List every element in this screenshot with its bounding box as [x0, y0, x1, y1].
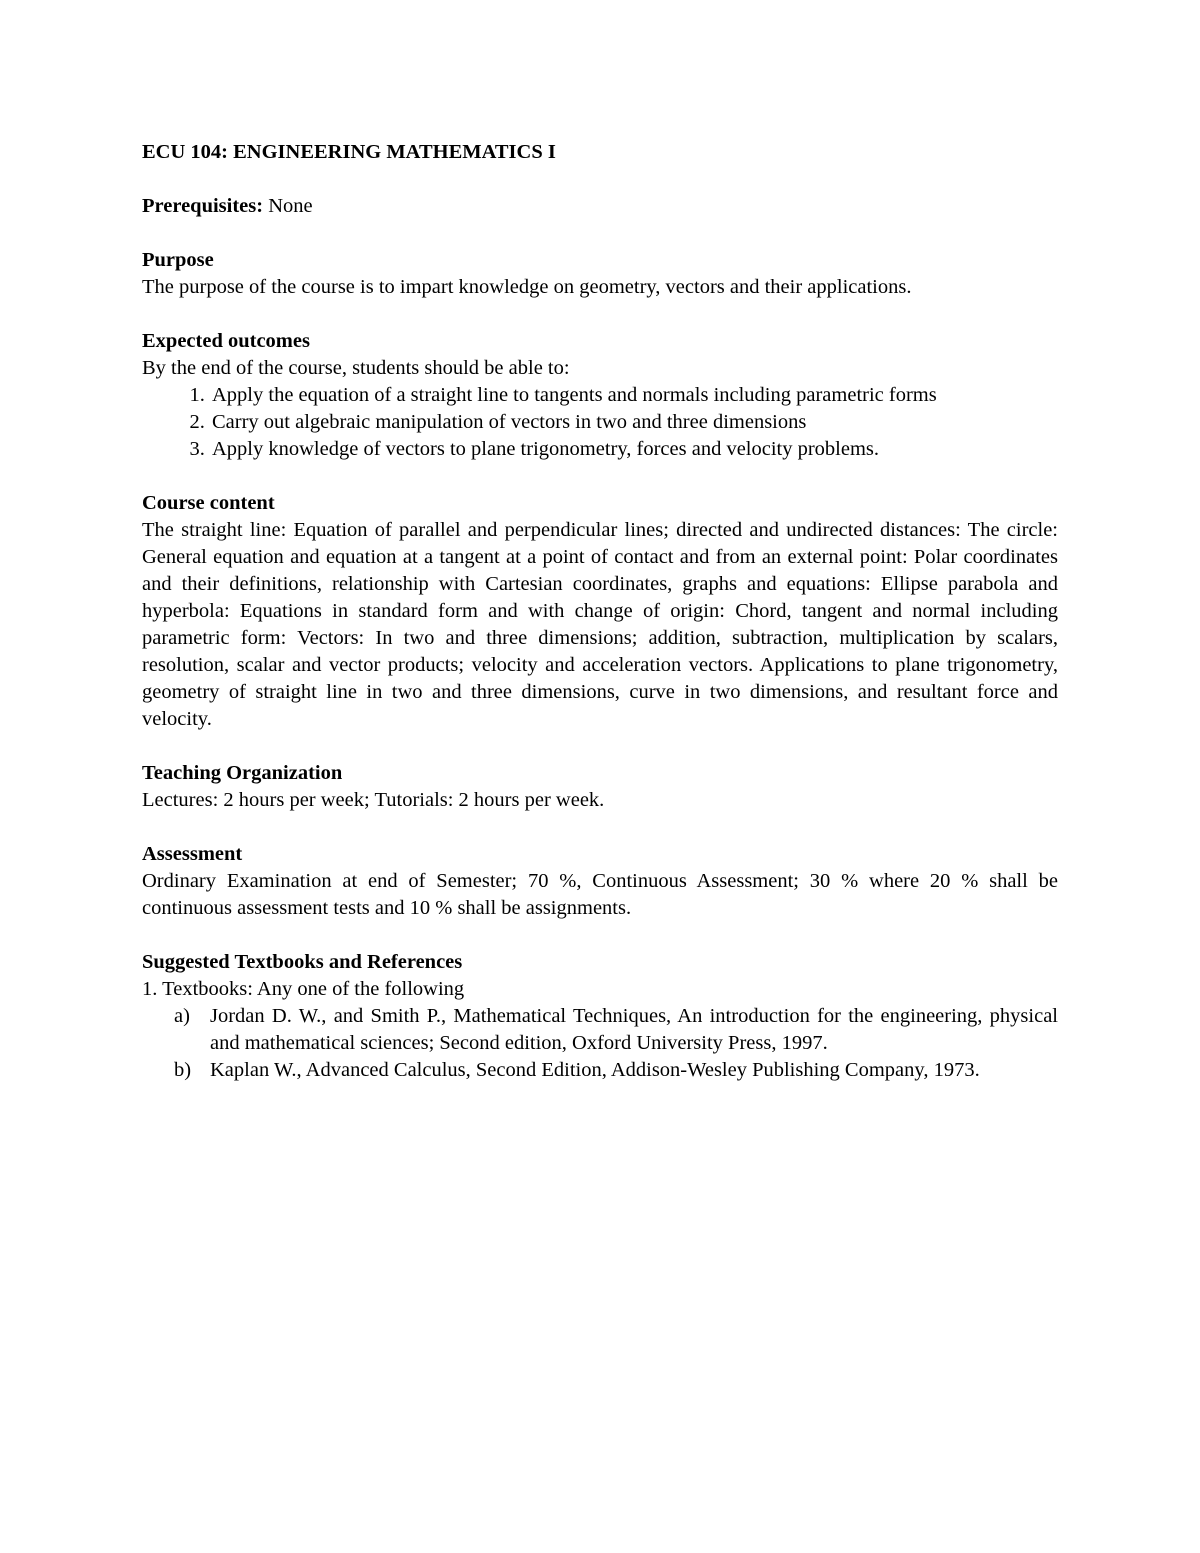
reference-text: Kaplan W., Advanced Calculus, Second Edition, Addison-Wesley Publishing Company, 1973. — [210, 1059, 980, 1081]
outcome-item: 3. Apply knowledge of vectors to plane trigonometry, forces and velocity problems. — [210, 436, 1058, 463]
assessment-text: Ordinary Examination at end of Semester; 70 %, Continuous Assessment; 30 % where 20 % shall be continuous assessment tests and 10 % shall be assignments. — [142, 870, 1058, 919]
reference-marker: a) — [174, 1005, 190, 1027]
outcomes-intro: By the end of the course, students should be able to: — [142, 357, 570, 379]
outcomes-list — [142, 382, 1058, 463]
course-title: ECU 104: ENGINEERING MATHEMATICS I — [142, 141, 556, 163]
references-intro: 1. Textbooks: Any one of the following — [142, 978, 465, 1000]
references-heading: Suggested Textbooks and References — [142, 951, 463, 973]
outcome-item: 1. Apply the equation of a straight line to tangents and normals including parametric forms — [210, 382, 1058, 409]
purpose-text: The purpose of the course is to impart knowledge on geometry, vectors and their applications. — [142, 276, 912, 298]
prerequisites — [142, 193, 1058, 220]
outcome-item: 2. Carry out algebraic manipulation of vectors in two and three dimensions — [210, 409, 1058, 436]
assessment-heading: Assessment — [142, 843, 243, 865]
purpose-heading: Purpose — [142, 249, 214, 271]
content-text: The straight line: Equation of parallel and perpendicular lines; directed and undirected distances: The circle: General equation and equation at a tangent at a point of contact and from an external point: Polar coordinates and their definitions, relationship with Cartesian coordinates, graphs and equations: Ellipse parabola and hyperbola: Equations in standard form and with change of origin: Chord, tangent and normal including parametric form: Vectors: In two and three dimensions; addition, subtraction, multiplication by scalars, resolution, scalar and vector products; velocity and acceleration vectors. Applications to plane trigonometry, geometry of straight line in two and three dimensions, curve in two dimensions, and resultant force and velocity. — [142, 519, 1058, 730]
prerequisites-label: Prerequisites: — [142, 195, 264, 217]
reference-item — [142, 1003, 1058, 1057]
teaching-heading: Teaching Organization — [142, 762, 343, 784]
reference-text: Jordan D. W., and Smith P., Mathematical Techniques, An introduction for the engineering, physical and mathematical sciences; Second edition, Oxford University Press, 1997. — [210, 1005, 1058, 1054]
outcomes-heading: Expected outcomes — [142, 330, 310, 352]
reference-marker: b) — [174, 1059, 192, 1081]
teaching-text: Lectures: 2 hours per week; Tutorials: 2 hours per week. — [142, 789, 605, 811]
reference-item — [142, 1057, 1058, 1084]
references-list — [142, 1003, 1058, 1084]
prerequisites-value: None — [263, 195, 313, 217]
content-heading: Course content — [142, 492, 275, 514]
document-page — [142, 139, 1058, 1084]
